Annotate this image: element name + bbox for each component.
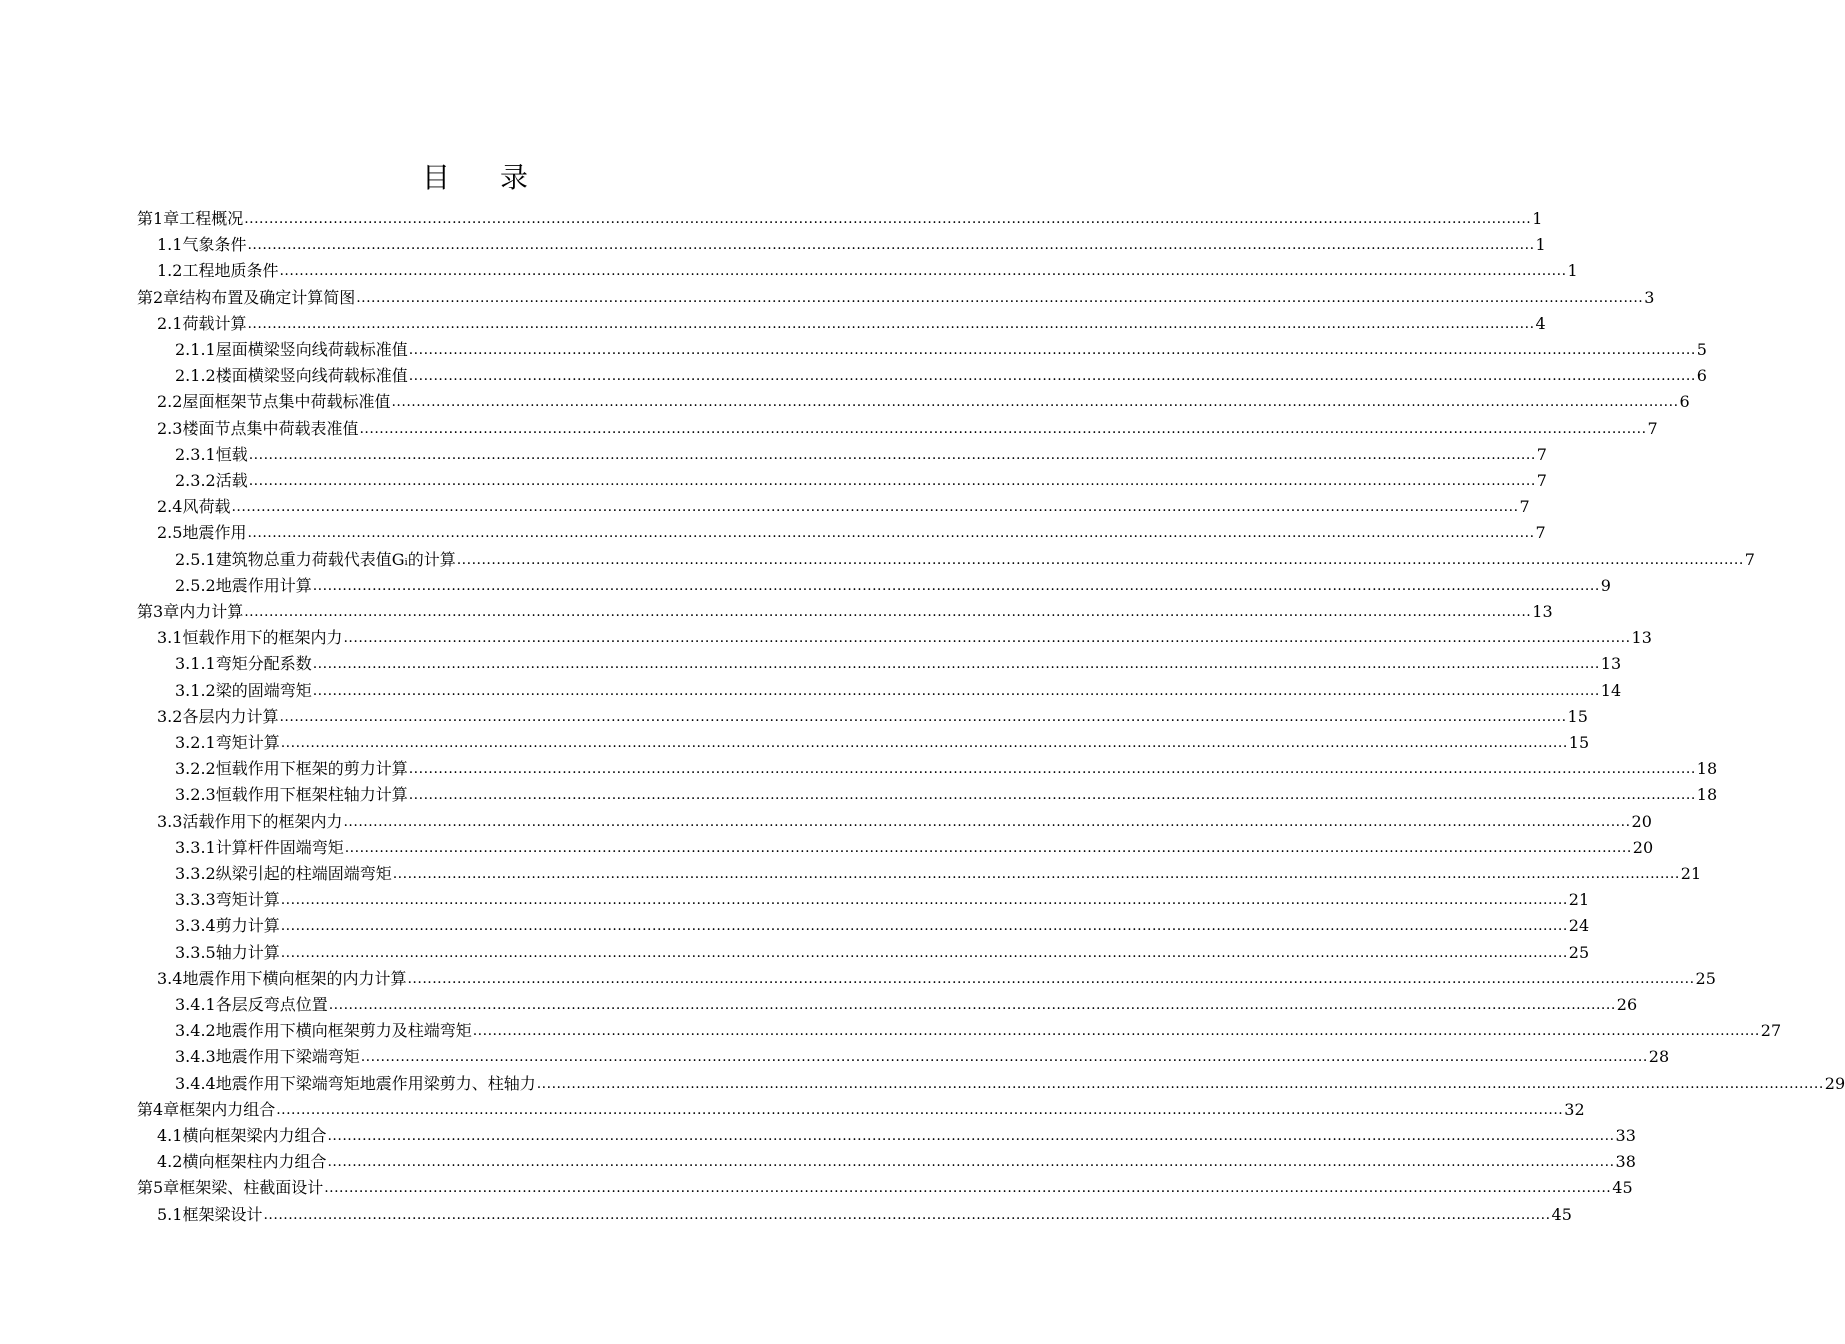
toc-entry-number: 3.4 [157, 968, 183, 988]
toc-leader-dots: .................................................................................................................................................................................................................................................................... [408, 342, 1696, 358]
toc-entry-title: 气象条件 [182, 235, 247, 255]
toc-entry[interactable] [175, 360, 1707, 386]
toc-entry-title: 各层反弯点位置 [215, 995, 328, 1014]
toc-entry-page: 13 [1600, 654, 1622, 674]
toc-entry-number: 2.1 [157, 313, 183, 333]
toc-entry[interactable] [157, 963, 1716, 989]
toc-entry-number: 2.5.1 [175, 549, 216, 569]
toc-leader-dots: .................................................................................................................................................................................................................................................................... [280, 918, 1568, 935]
toc-leader-dots: .................................................................................................................................................................................................................................................................... [343, 813, 1631, 830]
toc-entry-number: 2.2 [157, 392, 183, 412]
toc-entry-number: 1.2 [157, 261, 183, 281]
toc-entry-page: 21 [1568, 890, 1590, 910]
toc-leader-dots: .................................................................................................................................................................................................................................................................... [328, 997, 1616, 1013]
toc-entry-title: 工程地质条件 [182, 261, 279, 281]
toc-entry-number: 4.1 [157, 1126, 183, 1145]
toc-leader-dots: .................................................................................................................................................................................................................................................................... [280, 892, 1568, 909]
toc-entry-page: 38 [1615, 1152, 1636, 1172]
toc-leader-dots: .................................................................................................................................................................................................................................................................... [360, 1049, 1648, 1066]
toc-entry-title: 地震作用下梁端弯矩 [215, 1047, 360, 1067]
toc-leader-dots: .................................................................................................................................................................................................................................................................... [244, 211, 1532, 227]
toc-entry[interactable] [157, 517, 1546, 543]
toc-entry-number: 3.2.1 [175, 733, 216, 752]
toc-entry[interactable] [175, 570, 1611, 596]
toc-entry[interactable] [175, 334, 1707, 360]
toc-entry[interactable] [157, 413, 1658, 439]
toc-title [0, 160, 950, 196]
toc-leader-dots: .................................................................................................................................................................................................................................................................... [312, 577, 1600, 594]
toc-leader-dots: .................................................................................................................................................................................................................................................................... [231, 499, 1519, 516]
toc-entry-title: 地震作用下梁端弯矩地震作用梁剪力、柱轴力 [215, 1073, 536, 1093]
toc-entry-page: 1 [1567, 261, 1578, 281]
toc-entry-number: 3.3 [157, 811, 183, 831]
toc-entry[interactable] [175, 779, 1718, 805]
toc-leader-dots: .................................................................................................................................................................................................................................................................... [248, 473, 1536, 489]
toc-entry-page: 33 [1615, 1126, 1636, 1145]
toc-entry-title: 楼面横梁竖向线荷载标准值 [215, 366, 408, 386]
toc-entry-page: 13 [1631, 628, 1652, 648]
toc-leader-dots: .................................................................................................................................................................................................................................................................... [276, 1101, 1564, 1118]
toc-leader-dots: .................................................................................................................................................................................................................................................................... [408, 368, 1696, 385]
toc-entry[interactable] [175, 465, 1547, 491]
toc-entry-title: 活载 [215, 471, 248, 490]
toc-entry[interactable] [157, 491, 1530, 517]
toc-entry[interactable] [157, 806, 1652, 832]
toc-entry-title: 框架梁、柱截面设计 [179, 1178, 324, 1198]
toc-entry-number: 3.4.1 [175, 995, 216, 1014]
toc-leader-dots: .................................................................................................................................................................................................................................................................... [327, 1154, 1615, 1171]
toc-entry-page: 20 [1632, 837, 1654, 857]
toc-entry-title: 屋面框架节点集中荷载标准值 [182, 392, 391, 412]
toc-entry-page: 4 [1535, 313, 1546, 333]
toc-entry[interactable] [175, 544, 1755, 570]
toc-leader-dots: .................................................................................................................................................................................................................................................................... [408, 787, 1696, 804]
toc-entry-title: 活载作用下的框架内力 [182, 811, 343, 831]
toc-entry[interactable] [175, 1068, 1845, 1094]
toc-entry-number: 3.3.3 [175, 890, 216, 910]
toc-entry-number: 3.1.2 [175, 680, 216, 700]
toc-entry-title: 风荷载 [182, 497, 231, 517]
toc-entry-number: 3.4.3 [175, 1047, 216, 1067]
toc-leader-dots: .................................................................................................................................................................................................................................................................... [312, 656, 1600, 673]
toc-entry-page: 24 [1568, 916, 1590, 936]
toc-entry-title: 纵梁引起的柱端固端弯矩 [215, 864, 392, 883]
toc-entry-page: 3 [1644, 287, 1655, 307]
toc-entry-page: 7 [1535, 523, 1546, 543]
toc-entry-page: 27 [1760, 1021, 1782, 1041]
toc-entry[interactable] [157, 1120, 1636, 1146]
toc-leader-dots: .................................................................................................................................................................................................................................................................... [279, 708, 1567, 725]
toc-entry-title: 工程概况 [179, 209, 244, 228]
toc-entry-title: 地震作用下横向框架的内力计算 [182, 968, 407, 988]
toc-entry-title: 横向框架梁内力组合 [182, 1126, 327, 1145]
toc-entry[interactable] [175, 989, 1638, 1015]
toc-entry[interactable] [175, 884, 1590, 910]
toc-entry-page: 21 [1680, 864, 1702, 883]
toc-entry-title: 建筑物总重力荷载代表值Gᵢ的计算 [215, 549, 456, 569]
toc-entry-number: 3.1 [157, 628, 183, 648]
toc-leader-dots: .................................................................................................................................................................................................................................................................... [472, 1023, 1760, 1040]
toc-leader-dots: .................................................................................................................................................................................................................................................................... [407, 970, 1695, 987]
toc-leader-dots: .................................................................................................................................................................................................................................................................... [263, 1206, 1551, 1223]
toc-entry-number: 第4章 [137, 1099, 180, 1119]
toc-entry-number: 3.1.1 [175, 654, 216, 674]
toc-entry-page: 25 [1695, 968, 1716, 988]
toc-entry[interactable] [175, 727, 1590, 753]
toc-entry-page: 7 [1519, 497, 1530, 517]
toc-entry[interactable] [157, 308, 1546, 334]
toc-entry-number: 3.3.1 [175, 837, 216, 857]
toc-entry-number: 3.2 [157, 706, 183, 726]
toc-leader-dots: .................................................................................................................................................................................................................................................................... [359, 420, 1647, 437]
toc-entry-number: 2.5 [157, 523, 183, 543]
toc-entry-title: 框架内力组合 [179, 1099, 276, 1119]
toc-entry-title: 各层内力计算 [182, 706, 279, 726]
toc-leader-dots: .................................................................................................................................................................................................................................................................... [536, 1075, 1824, 1092]
toc-entry-page: 7 [1536, 444, 1547, 464]
toc-entry-page: 6 [1679, 392, 1690, 412]
toc-entry-number: 3.4.4 [175, 1073, 216, 1093]
toc-entry-title: 弯矩分配系数 [215, 654, 312, 674]
toc-entry-number: 4.2 [157, 1152, 183, 1172]
toc-entry-title: 屋面横梁竖向线荷载标准值 [215, 340, 408, 359]
toc-entry[interactable] [175, 832, 1654, 858]
toc-leader-dots: .................................................................................................................................................................................................................................................................... [392, 866, 1680, 882]
toc-entry-page: 1 [1535, 235, 1546, 255]
toc-entry-title: 恒载作用下框架柱轴力计算 [215, 785, 408, 805]
toc-entry[interactable] [157, 622, 1652, 648]
toc-entry-page: 1 [1532, 209, 1543, 228]
toc-entry[interactable] [157, 1199, 1572, 1225]
toc-entry-number: 1.1 [157, 235, 183, 255]
toc-entry-number: 3.3.2 [175, 864, 216, 883]
toc-entry[interactable] [175, 858, 1702, 884]
toc-entry-number: 2.3.1 [175, 444, 216, 464]
toc-entry-number: 3.3.5 [175, 942, 216, 962]
toc-entry-title: 剪力计算 [215, 916, 280, 936]
toc-entry[interactable] [137, 1094, 1585, 1120]
toc-entry[interactable] [175, 753, 1718, 779]
toc-entry[interactable] [137, 596, 1553, 622]
toc-leader-dots: .................................................................................................................................................................................................................................................................... [456, 551, 1744, 568]
toc-entry-page: 15 [1568, 733, 1590, 752]
toc-entry[interactable] [137, 1172, 1633, 1198]
toc-leader-dots: .................................................................................................................................................................................................................................................................... [244, 604, 1532, 620]
toc-entry-title: 弯矩计算 [215, 733, 280, 752]
toc-entry-page: 45 [1551, 1204, 1572, 1224]
toc-entry-number: 2.3.2 [175, 471, 216, 490]
toc-entry-number: 2.5.2 [175, 575, 216, 595]
toc-entry-page: 15 [1567, 706, 1588, 726]
toc-entry-number: 5.1 [157, 1204, 183, 1224]
toc-entry-page: 5 [1696, 340, 1707, 359]
toc-entry-number: 第5章 [137, 1178, 180, 1198]
toc-leader-dots: .................................................................................................................................................................................................................................................................... [324, 1180, 1612, 1197]
toc-entry-title: 横向框架柱内力组合 [182, 1152, 327, 1172]
toc-entry-number: 3.2.3 [175, 785, 216, 805]
toc-entry-page: 45 [1612, 1178, 1633, 1198]
toc-leader-dots: .................................................................................................................................................................................................................................................................... [279, 263, 1567, 280]
toc-entry-number: 3.4.2 [175, 1021, 216, 1041]
toc-leader-dots: .................................................................................................................................................................................................................................................................... [343, 630, 1631, 647]
toc-entry-page: 13 [1532, 602, 1553, 621]
toc-entry-number: 2.3 [157, 418, 183, 438]
toc-entry[interactable] [175, 1015, 1782, 1041]
toc-entry-page: 25 [1568, 942, 1590, 962]
toc-leader-dots: .................................................................................................................................................................................................................................................................... [312, 682, 1600, 699]
toc-entry-number: 2.1.1 [175, 340, 216, 359]
toc-leader-dots: .................................................................................................................................................................................................................................................................... [344, 839, 1632, 856]
toc-entry-page: 9 [1600, 575, 1611, 595]
toc-entry-title: 恒载 [215, 444, 248, 464]
toc-entry[interactable] [175, 648, 1622, 674]
toc-entry-page: 26 [1616, 995, 1638, 1014]
toc-entry-title: 楼面节点集中荷载表准值 [182, 418, 359, 438]
toc-leader-dots: .................................................................................................................................................................................................................................................................... [280, 944, 1568, 961]
toc-entry[interactable] [157, 701, 1588, 727]
toc-entry-page: 6 [1696, 366, 1707, 386]
toc-entry-page: 29 [1824, 1073, 1845, 1093]
toc-leader-dots: .................................................................................................................................................................................................................................................................... [248, 446, 1536, 463]
toc-entry-page: 7 [1536, 471, 1547, 490]
toc-entry-number: 第3章 [137, 602, 180, 621]
toc-entry-page: 7 [1647, 418, 1658, 438]
toc-entry-page: 18 [1696, 759, 1718, 779]
toc-leader-dots: .................................................................................................................................................................................................................................................................... [247, 525, 1535, 542]
toc-entry-title: 地震作用计算 [215, 575, 312, 595]
toc-entry[interactable] [157, 255, 1578, 281]
toc-entry-number: 3.2.2 [175, 759, 216, 779]
toc-entry-number: 2.1.2 [175, 366, 216, 386]
toc-entry-page: 32 [1564, 1099, 1585, 1119]
toc-entry-title: 荷载计算 [182, 313, 247, 333]
toc-entry-title: 恒载作用下框架的剪力计算 [215, 759, 408, 779]
toc-leader-dots: .................................................................................................................................................................................................................................................................... [408, 761, 1696, 778]
toc-entry[interactable] [175, 439, 1547, 465]
toc-entry-title: 梁的固端弯矩 [215, 680, 312, 700]
toc-entry[interactable] [137, 282, 1655, 308]
toc-entry-title: 地震作用 [182, 523, 247, 543]
toc-entry-title: 框架梁设计 [182, 1204, 263, 1224]
toc-leader-dots: .................................................................................................................................................................................................................................................................... [247, 315, 1535, 332]
toc-entry-title: 恒载作用下的框架内力 [182, 628, 343, 648]
toc-leader-dots: .................................................................................................................................................................................................................................................................... [356, 289, 1644, 306]
toc-entry-title: 地震作用下横向框架剪力及柱端弯矩 [215, 1021, 472, 1041]
toc-entry-title: 内力计算 [179, 602, 244, 621]
toc-entry-page: 28 [1648, 1047, 1670, 1067]
toc-entry[interactable] [175, 910, 1590, 936]
toc-leader-dots: .................................................................................................................................................................................................................................................................... [247, 237, 1535, 254]
toc-title-left: 目 [421, 161, 450, 194]
toc-leader-dots: .................................................................................................................................................................................................................................................................... [327, 1128, 1615, 1144]
toc-entry-page: 7 [1744, 549, 1755, 569]
toc-entry-page: 18 [1696, 785, 1718, 805]
toc-entry[interactable] [175, 675, 1622, 701]
toc-entry-number: 2.4 [157, 497, 183, 517]
toc-entry-title: 轴力计算 [215, 942, 280, 962]
toc-entry-number: 第2章 [137, 287, 180, 307]
toc-entry-title: 结构布置及确定计算简图 [179, 287, 356, 307]
toc-entry-page: 14 [1600, 680, 1622, 700]
toc-entry[interactable] [157, 386, 1690, 412]
toc-entry[interactable] [175, 1041, 1670, 1067]
toc-entry-title: 计算杆件固端弯矩 [215, 837, 344, 857]
toc-entry-page: 20 [1631, 811, 1652, 831]
toc-entry[interactable] [175, 937, 1590, 963]
toc-entry-title: 弯矩计算 [215, 890, 280, 910]
toc-title-right: 录 [500, 161, 529, 194]
toc-entry-number: 第1章 [137, 209, 180, 228]
toc-entry[interactable] [157, 229, 1546, 255]
toc-entry-number: 3.3.4 [175, 916, 216, 936]
toc-entry[interactable] [157, 1146, 1636, 1172]
toc-leader-dots: .................................................................................................................................................................................................................................................................... [280, 735, 1568, 751]
toc-entry[interactable] [137, 203, 1543, 229]
toc-leader-dots: .................................................................................................................................................................................................................................................................... [391, 394, 1679, 411]
